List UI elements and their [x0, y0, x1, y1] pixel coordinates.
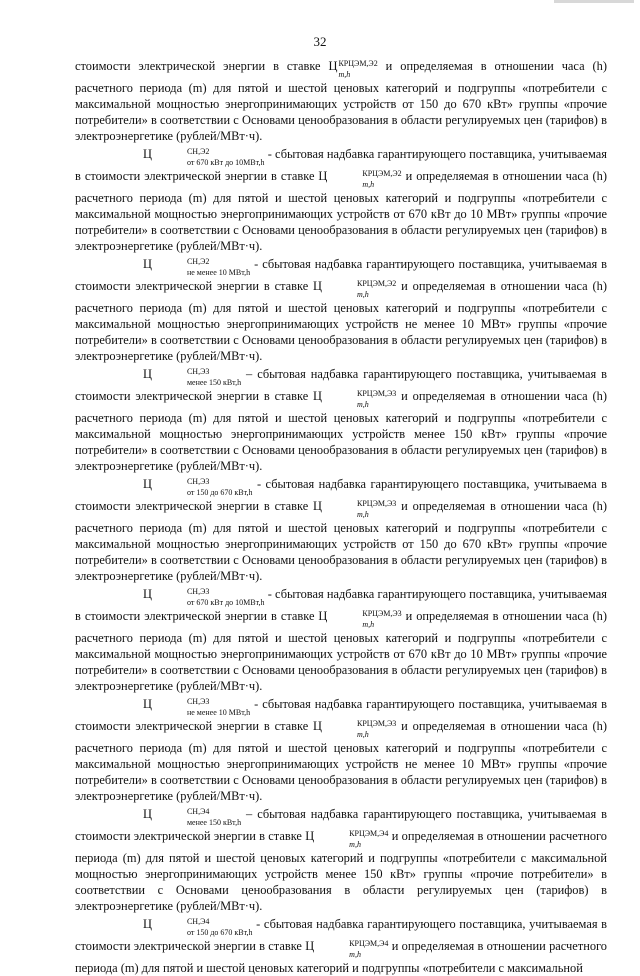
tariff-symbol-sup: СН,Э2 [186, 147, 210, 156]
rate-sup: КРЦЭМ,Э2 [357, 279, 397, 288]
rate-indices [323, 389, 397, 410]
definition-text-b: и определяемая в отношении часа (h) расчетного периода (m) для пятой и шестой ценовых категорий и подгруппы «потребители с максимальной мощностью энергопринимающих устройств не менее 10 МВт» группы «прочие потребители» в соответствии с Основами ценообразования в области регулируемых цен (тарифов) в электроэнергетике (рублей/МВт·ч). [75, 719, 607, 803]
rate-sup: КРЦЭМ,Э4 [349, 829, 389, 838]
tariff-symbol-sup: СН,Э2 [186, 257, 210, 266]
tariff-symbol-sub: от 670 кВт до 10МВт,h [186, 598, 265, 607]
rate-sub: m,h [349, 950, 361, 959]
rate-indices [323, 279, 397, 300]
tariff-symbol-sup: СН,Э3 [186, 367, 210, 376]
page-number: 32 [313, 34, 327, 49]
definition-paragraph [75, 586, 607, 694]
rate-sup: КРЦЭМ,Э3 [357, 389, 397, 398]
tariff-symbol-sup: СН,Э4 [186, 807, 210, 816]
rate-indices [328, 169, 402, 190]
definition-text-a: - сбытовая надбавка гарантирующего поставщика, учитываемая в стоимости электрической энергии в ставке Ц [75, 917, 607, 953]
rate-indices [328, 609, 402, 630]
rate-indices [323, 499, 397, 520]
rate-indices [315, 829, 389, 850]
rate-sub: m,h [357, 730, 369, 739]
tariff-symbol-sub: менее 150 кВт,h [186, 378, 242, 387]
tariff-symbol-indices [153, 147, 265, 168]
rate-sub: m,h [357, 400, 369, 409]
tariff-symbol-sup: СН,Э3 [186, 587, 210, 596]
definition-paragraph [75, 916, 607, 976]
definition-paragraph [75, 806, 607, 914]
definition-text-a: - сбытовая надбавка гарантирующего поставщика, учитываема в стоимости электрической энергии в ставке Ц [75, 477, 607, 513]
tariff-symbol: Ц [143, 917, 152, 931]
definition-paragraph [75, 146, 607, 254]
tariff-symbol-indices [153, 367, 242, 388]
tariff-symbol: Ц [143, 477, 152, 491]
definitions-list [75, 146, 607, 976]
tariff-symbol: Ц [143, 697, 152, 711]
definition-text-a: - сбытовая надбавка гарантирующего поставщика, учитываемая в стоимости электрической энергии в ставке Ц [75, 587, 607, 623]
definition-text-a: - сбытовая надбавка гарантирующего поставщика, учитываемая в стоимости электрической энергии в ставке Ц [75, 147, 607, 183]
tariff-symbol-indices [153, 917, 253, 938]
rate-sub: m,h [362, 620, 375, 629]
tariff-symbol-indices [153, 257, 251, 278]
tariff-symbol-sup: СН,Э3 [186, 477, 210, 486]
rate-sup: КРЦЭМ,Э4 [349, 939, 389, 948]
scan-artifact [554, 0, 634, 3]
definition-text-a: - сбытовая надбавка гарантирующего поставщика, учитываемая в стоимости электрической энергии в ставке Ц [75, 697, 607, 733]
definition-paragraph [75, 366, 607, 474]
rate-sup: КРЦЭМ,Э3 [357, 499, 397, 508]
tariff-symbol-sub: не менее 10 МВт,h [186, 708, 251, 717]
tariff-symbol-indices [153, 587, 265, 608]
definition-text-a: - сбытовая надбавка гарантирующего поставщика, учитываемая в стоимости электрической энергии в ставке Ц [75, 257, 607, 293]
tariff-symbol-sup: СН,Э3 [186, 697, 210, 706]
tariff-symbol-sub: от 670 кВт до 10МВт,h [186, 158, 265, 167]
intro-text-pre: стоимости электрической энергии в ставке Ц [75, 59, 338, 73]
tariff-symbol-sup: СН,Э4 [186, 917, 210, 926]
definition-text-b: и определяемая в отношении часа (h) расчетного периода (m) для пятой и шестой ценовых категорий и подгруппы «потребители с максимальной мощностью энергопринимающих устройств от 670 кВт до 10 МВт» группы «прочие потребители» в соответствии с Основами ценообразования в области регулируемых цен (тарифов) в электроэнергетике (рублей/МВт·ч). [75, 169, 607, 253]
intro-text-post: и определяемая в отношении часа (h) расчетного периода (m) для пятой и шестой ценовых категорий и подгруппы «потребители с максимальной мощностью энергопринимающих устройств от 150 до 670 кВт» группы «прочие потребители» в соответствии с Основами ценообразования в области регулируемых цен (тарифов) в электроэнергетике (рублей/МВт·ч). [75, 59, 607, 143]
tariff-symbol-sub: менее 150 кВт,h [186, 818, 242, 827]
definition-paragraph [75, 696, 607, 804]
definition-text-b: и определяемая в отношении часа (h) расчетного периода (m) для пятой и шестой ценовых категорий и подгруппы «потребители с максимальной мощностью энергопринимающих устройств менее 150 кВт» группы «прочие потребители» в соответствии с Основами ценообразования в области регулируемых цен (тарифов) в электроэнергетике (рублей/МВт·ч). [75, 389, 607, 473]
rate-indices [315, 939, 389, 960]
rate-sub: m,h [349, 840, 361, 849]
tariff-symbol: Ц [143, 257, 152, 271]
intro-rate-indices [338, 59, 378, 80]
definition-paragraph [75, 256, 607, 364]
definition-text-b: и определяемая в отношении часа (h) расчетного периода (m) для пятой и шестой ценовых категорий и подгруппы «потребители с максимальной мощностью энергопринимающих устройств от 670 кВт до 10 МВт» группы «прочие потребители» в соответствии с Основами ценообразования в области регулируемых цен (тарифов) в электроэнергетике (рублей/МВт·ч). [75, 609, 607, 693]
tariff-symbol: Ц [143, 367, 152, 381]
definition-text-b: и определяемая в отношении часа (h) расчетного периода (m) для пятой и шестой ценовых категорий и подгруппы «потребители с максимальной мощностью энергопринимающих устройств не менее 10 МВт» группы «прочие потребители» в соответствии с Основами ценообразования в области регулируемых цен (тарифов) в электроэнергетике (рублей/МВт·ч). [75, 279, 607, 363]
tariff-symbol: Ц [143, 807, 152, 821]
tariff-symbol-indices [153, 807, 242, 828]
rate-sub: m,h [357, 290, 369, 299]
tariff-symbol-indices [153, 697, 251, 718]
intro-rate-sup: КРЦЭМ,Э2 [338, 59, 378, 68]
rate-sup: КРЦЭМ,Э3 [362, 609, 402, 618]
rate-sup: КРЦЭМ,Э2 [362, 169, 402, 178]
intro-rate-sub: m,h [338, 70, 351, 79]
tariff-symbol-sub: от 150 до 670 кВт,h [186, 928, 253, 937]
tariff-symbol: Ц [143, 587, 152, 601]
tariff-symbol-sub: от 150 до 670 кВт,h [186, 488, 253, 497]
tariff-symbol-sub: не менее 10 МВт,h [186, 268, 251, 277]
tariff-symbol-indices [153, 477, 253, 498]
rate-sub: m,h [362, 180, 375, 189]
definition-text-b: и определяемая в отношении расчетного периода (m) для пятой и шестой ценовых категорий и подгруппы «потребители с максимальной мощностью энергопринимающих устройств менее 150 кВт» группы «прочие потребители» в соответствии с Основами ценообразования в области регулируемых цен (тарифов) в электроэнергетике (рублей/МВт·ч). [75, 829, 607, 913]
rate-sub: m,h [357, 510, 369, 519]
document-body [75, 58, 607, 976]
intro-paragraph [75, 58, 607, 144]
definition-text-a: – сбытовая надбавка гарантирующего поставщика, учитываемая в стоимости электрической энергии в ставке Ц [75, 807, 607, 843]
definition-text-b: и определяемая в отношении расчетного периода (m) для пятой и шестой ценовых категорий и подгруппы «потребители с максимальной [75, 939, 607, 975]
definition-text-a: – сбытовая надбавка гарантирующего поставщика, учитываемая в стоимости электрической энергии в ставке Ц [75, 367, 607, 403]
definition-paragraph [75, 476, 607, 584]
rate-indices [323, 719, 397, 740]
tariff-symbol: Ц [143, 147, 152, 161]
definition-text-b: и определяемая в отношении часа (h) расчетного периода (m) для пятой и шестой ценовых категорий и подгруппы «потребители с максимальной мощностью энергопринимающих устройств от 150 до 670 кВт» группы «прочие потребители» в соответствии с Основами ценообразования в области регулируемых цен (тарифов) в электроэнергетике (рублей/МВт·ч). [75, 499, 607, 583]
rate-sup: КРЦЭМ,Э3 [357, 719, 397, 728]
